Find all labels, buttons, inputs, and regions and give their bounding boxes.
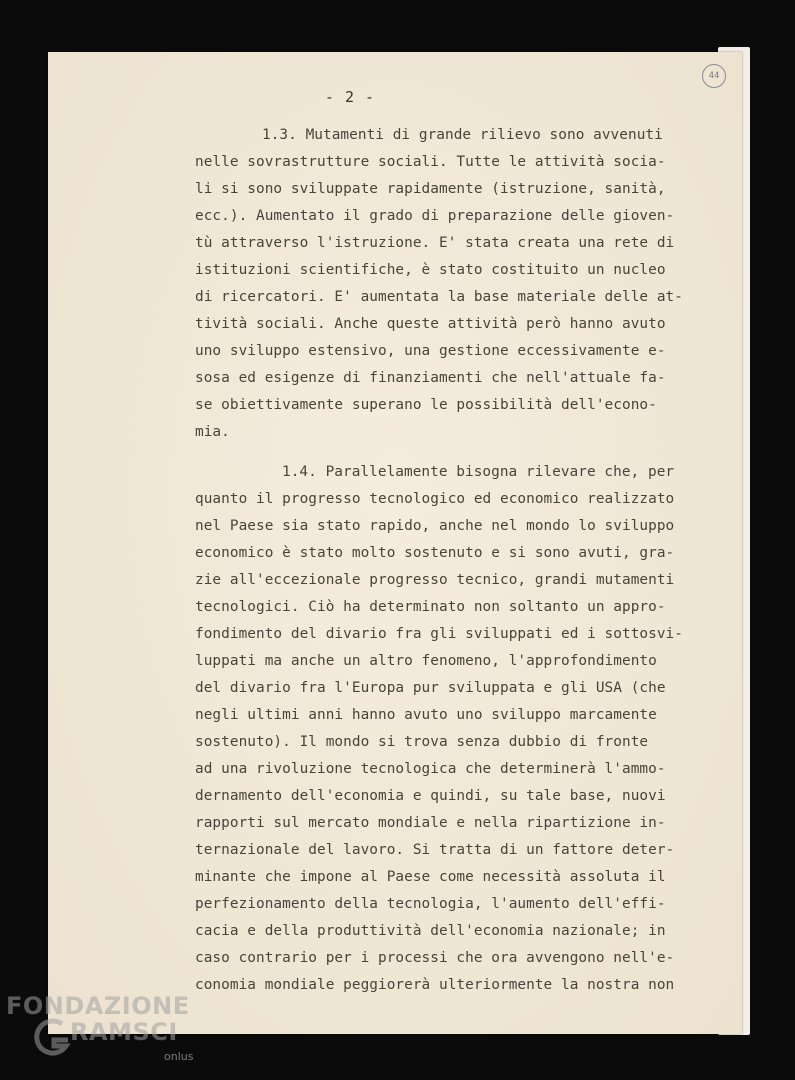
text-line: conomia mondiale peggiorerà ulteriormente la nostra non bbox=[195, 977, 675, 993]
text-line: nelle sovrastrutture sociali. Tutte le attività socia- bbox=[195, 154, 666, 170]
text-line: se obiettivamente superano le possibilità dell'econo- bbox=[195, 397, 657, 413]
text-line: del divario fra l'Europa pur sviluppata e gli USA (che bbox=[195, 680, 666, 696]
text-line: uno sviluppo estensivo, una gestione eccessivamente e- bbox=[195, 343, 666, 359]
text-line: di ricercatori. E' aumentata la base materiale delle at- bbox=[195, 289, 683, 305]
text-line: li si sono sviluppate rapidamente (istruzione, sanità, bbox=[195, 181, 666, 197]
text-line: economico è stato molto sostenuto e si sono avuti, gra- bbox=[195, 545, 675, 561]
text-line: ad una rivoluzione tecnologica che determinerà l'ammo- bbox=[195, 761, 666, 777]
typewritten-text bbox=[48, 52, 742, 1034]
text-line: luppati ma anche un altro fenomeno, l'approfondimento bbox=[195, 653, 657, 669]
text-line: tività sociali. Anche queste attività però hanno avuto bbox=[195, 316, 666, 332]
text-line: rapporti sul mercato mondiale e nella ripartizione in- bbox=[195, 815, 666, 831]
text-line: mia. bbox=[195, 424, 230, 440]
text-line: quanto il progresso tecnologico ed economico realizzato bbox=[195, 491, 675, 507]
text-line: 1.3. Mutamenti di grande rilievo sono avvenuti bbox=[262, 127, 663, 143]
text-line: ecc.). Aumentato il grado di preparazione delle gioven- bbox=[195, 208, 675, 224]
text-line: perfezionamento della tecnologia, l'aumento dell'effi- bbox=[195, 896, 666, 912]
text-line: tecnologici. Ciò ha determinato non soltanto un appro- bbox=[195, 599, 666, 615]
watermark-subtitle: RAMSCI bbox=[70, 1018, 178, 1046]
text-line: sosa ed esigenze di finanziamenti che nell'attuale fa- bbox=[195, 370, 666, 386]
page-number: - 2 - bbox=[324, 88, 376, 106]
gramsci-g-icon bbox=[32, 1016, 72, 1060]
text-line: negli ultimi anni hanno avuto uno sviluppo marcamente bbox=[195, 707, 657, 723]
text-line: fondimento del divario fra gli sviluppati ed i sottosvi- bbox=[195, 626, 683, 642]
watermark-logo bbox=[6, 990, 206, 1070]
text-line: cacia e della produttività dell'economia nazionale; in bbox=[195, 923, 666, 939]
text-line: istituzioni scientifiche, è stato costituito un nucleo bbox=[195, 262, 666, 278]
watermark-title: FONDAZIONE bbox=[6, 992, 190, 1020]
text-line: ternazionale del lavoro. Si tratta di un fattore deter- bbox=[195, 842, 675, 858]
text-line: tù attraverso l'istruzione. E' stata creata una rete di bbox=[195, 235, 675, 251]
document-page bbox=[48, 52, 742, 1034]
text-line: caso contrario per i processi che ora avvengono nell'e- bbox=[195, 950, 675, 966]
text-line: dernamento dell'economia e quindi, su tale base, nuovi bbox=[195, 788, 666, 804]
watermark-onlus: onlus bbox=[164, 1050, 194, 1063]
text-line: minante che impone al Paese come necessità assoluta il bbox=[195, 869, 666, 885]
text-line: 1.4. Parallelamente bisogna rilevare che, per bbox=[282, 464, 675, 480]
text-line: zie all'eccezionale progresso tecnico, grandi mutamenti bbox=[195, 572, 675, 588]
text-line: nel Paese sia stato rapido, anche nel mondo lo sviluppo bbox=[195, 518, 675, 534]
archive-stamp: 44 bbox=[702, 64, 726, 88]
text-line: sostenuto). Il mondo si trova senza dubbio di fronte bbox=[195, 734, 649, 750]
